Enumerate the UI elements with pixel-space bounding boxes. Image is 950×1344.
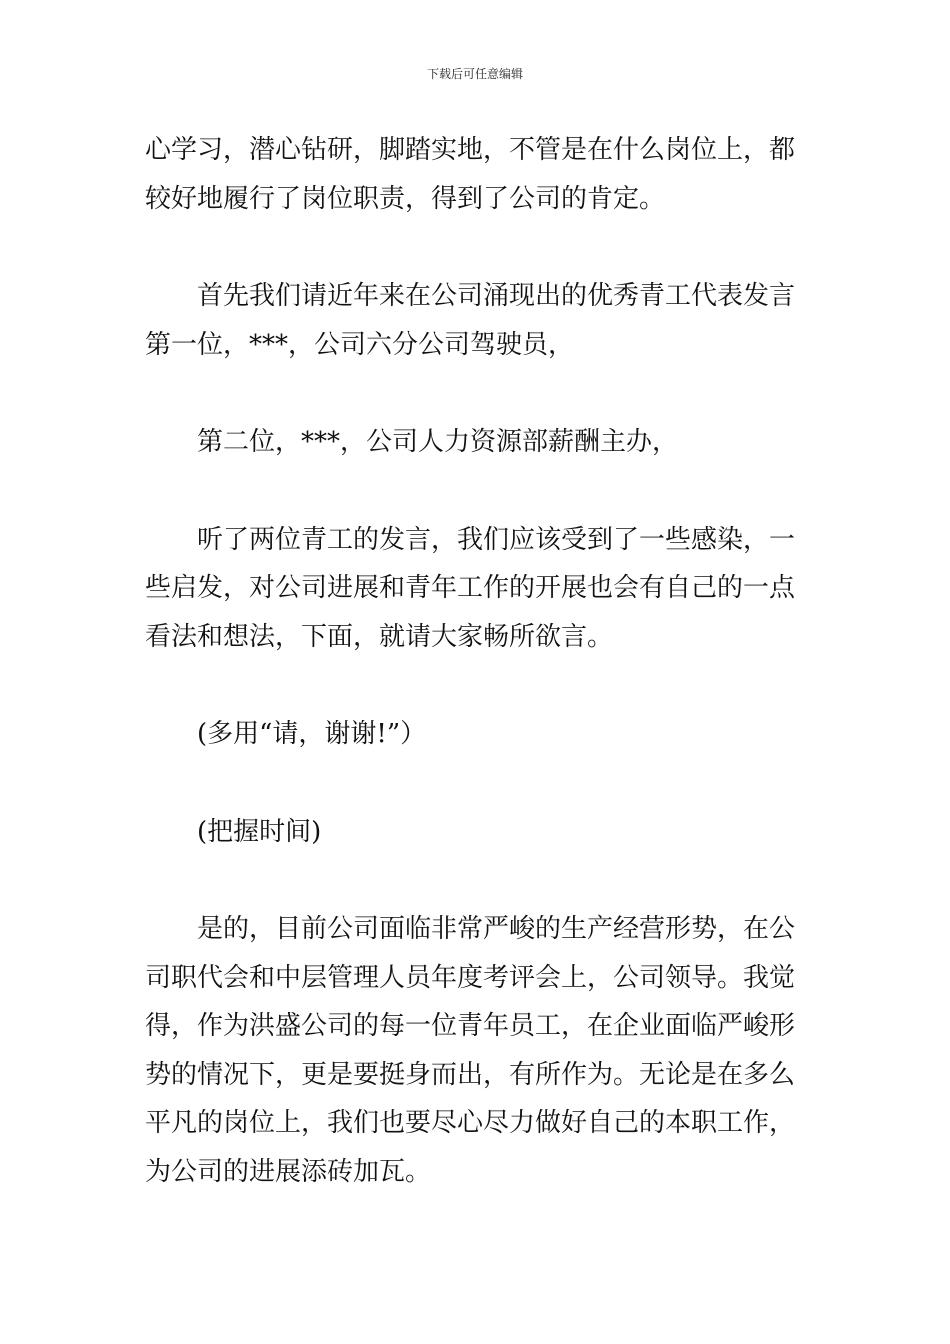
text-line: 得，作为洪盛公司的每一位青年员工，在企业面临严峻形 [145, 1011, 796, 1041]
text-line: 是的，目前公司面临非常严峻的生产经营形势，在公 [197, 914, 796, 944]
paragraph-gap [145, 759, 815, 808]
document-body [145, 126, 815, 1196]
text-line: 些启发，对公司进展和青年工作的开展也会有自己的一点 [145, 573, 796, 603]
text-line: 第二位，***，公司人力资源部薪酬主办， [197, 427, 679, 457]
text-line: 心学习，潜心钻研，脚踏实地，不管是在什么岗位上，都 [145, 135, 796, 165]
text-line: 听了两位青工的发言，我们应该受到了一些感染，一 [197, 524, 796, 555]
text-line: 较好地履行了岗位职责，得到了公司的肯定。 [145, 183, 666, 214]
text-line: (把握时间) [197, 816, 322, 847]
text-line: 第一位，***，公司六分公司驾驶员， [145, 329, 575, 360]
text-line: 司职代会和中层管理人员年度考评会上，公司领导。我觉 [145, 962, 796, 993]
text-line: (多用“请，谢谢!”） [197, 719, 427, 749]
paragraph-gap [145, 467, 815, 516]
paragraph-gap [145, 661, 815, 710]
paragraph-gap [145, 369, 815, 418]
paragraph-gap [145, 856, 815, 905]
text-line: 首先我们请近年来在公司涌现出的优秀青工代表发言 [197, 281, 796, 311]
text-line: 看法和想法，下面，就请大家畅所欲言。 [145, 621, 614, 652]
header-note: 下载后可任意编辑 [426, 67, 523, 81]
text-line: 平凡的岗位上，我们也要尽心尽力做好自己的本职工作， [145, 1108, 796, 1138]
paragraph-gap [145, 223, 815, 272]
text-line: 为公司的进展添砖加瓦。 [145, 1156, 432, 1187]
text-line: 势的情况下，更是要挺身而出，有所作为。无论是在多么 [145, 1059, 796, 1090]
